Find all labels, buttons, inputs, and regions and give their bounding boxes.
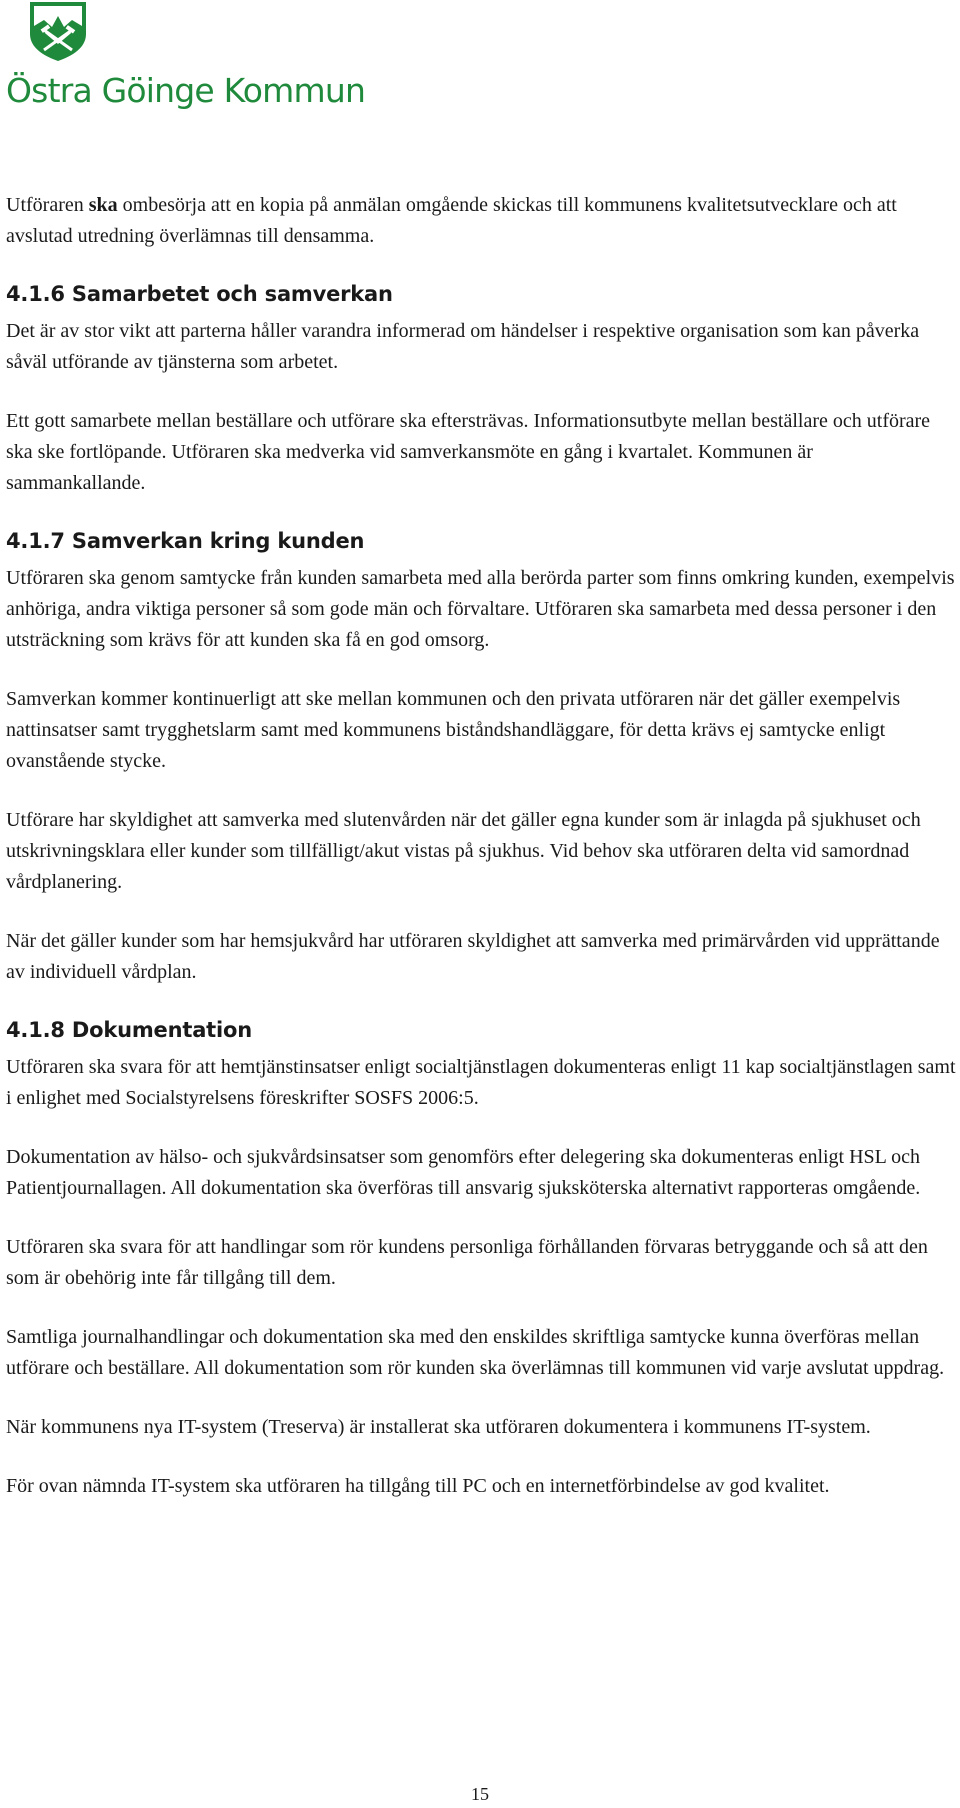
paragraph: Samverkan kommer kontinuerligt att ske mellan kommunen och den privata utföraren när det gäller exempelvis nattinsatser samt trygghetslarm samt med kommunens biståndshandläggare, för detta krävs ej samtycke enligt ovanstående stycke. <box>6 688 901 772</box>
emphasis: ska <box>88 194 118 216</box>
paragraph: Utföraren ska svara för att handlingar som rör kundens personliga förhållanden förvaras betryggande och så att den som är obehörig inte får tillgång till dem. <box>6 1236 928 1289</box>
paragraph: Utföraren ska genom samtycke från kunden samarbeta med alla berörda parter som finns omkring kunden, exempelvis anhöriga, andra viktiga personer så som gode män och förvaltare. Utföraren ska samarbeta med dessa personer i den utsträckning som krävs för att kunden ska få en god omsorg. <box>6 567 955 651</box>
paragraph: Utföraren ska ombesörja att en kopia på anmälan omgående skickas till kommunens kvalitetsutvecklare och att avslutad utredning överlämnas till densamma. <box>6 194 897 247</box>
organization-name: Östra Göinge Kommun <box>6 71 366 110</box>
page-number: 15 <box>471 1784 489 1804</box>
document-body <box>6 190 956 1530</box>
paragraph: Utförare har skyldighet att samverka med slutenvården när det gäller egna kunder som är inlagda på sjukhuset och utskrivningsklara eller kunder som tillfälligt/akut vistas på sjukhus. Vid behov ska utföraren delta vid samordnad vårdplanering. <box>6 809 921 893</box>
document-header <box>6 0 366 118</box>
section-heading: 4.1.6 Samarbetet och samverkan <box>6 282 393 306</box>
paragraph: För ovan nämnda IT-system ska utföraren ha tillgång till PC och en internetförbindelse av god kvalitet. <box>6 1475 830 1497</box>
paragraph: Dokumentation av hälso- och sjukvårdsinsatser som genomförs efter delegering ska dokumenteras enligt HSL och Patientjournallagen. All dokumentation ska överföras till ansvarig sjuksköterska alternativt rapporteras omgående. <box>6 1146 921 1199</box>
paragraph: När kommunens nya IT-system (Treserva) är installerat ska utföraren dokumentera i kommunens IT-system. <box>6 1416 871 1438</box>
section-heading: 4.1.7 Samverkan kring kunden <box>6 529 365 553</box>
section-heading: 4.1.8 Dokumentation <box>6 1018 252 1042</box>
paragraph: Samtliga journalhandlingar och dokumentation ska med den enskildes skriftliga samtycke kunna överföras mellan utförare och beställare. All dokumentation som rör kunden ska överlämnas till kommunen vid varje avslutat uppdrag. <box>6 1326 945 1379</box>
paragraph: När det gäller kunder som har hemsjukvård har utföraren skyldighet att samverka med primärvården vid upprättande av individuell vårdplan. <box>6 930 940 983</box>
coat-of-arms-icon <box>28 0 88 62</box>
paragraph: Utföraren ska svara för att hemtjänstinsatser enligt socialtjänstlagen dokumenteras enligt 11 kap socialtjänstlagen samt i enlighet med Socialstyrelsens föreskrifter SOSFS 2006:5. <box>6 1056 956 1109</box>
paragraph: Det är av stor vikt att parterna håller varandra informerad om händelser i respektive organisation som kan påverka såväl utförande av tjänsterna som arbetet. <box>6 320 920 373</box>
paragraph: Ett gott samarbete mellan beställare och utförare ska eftersträvas. Informationsutbyte mellan beställare och utförare ska ske fortlöpande. Utföraren ska medverka vid samverkansmöte en gång i kvartalet. Kommunen är sammankallande. <box>6 410 931 494</box>
